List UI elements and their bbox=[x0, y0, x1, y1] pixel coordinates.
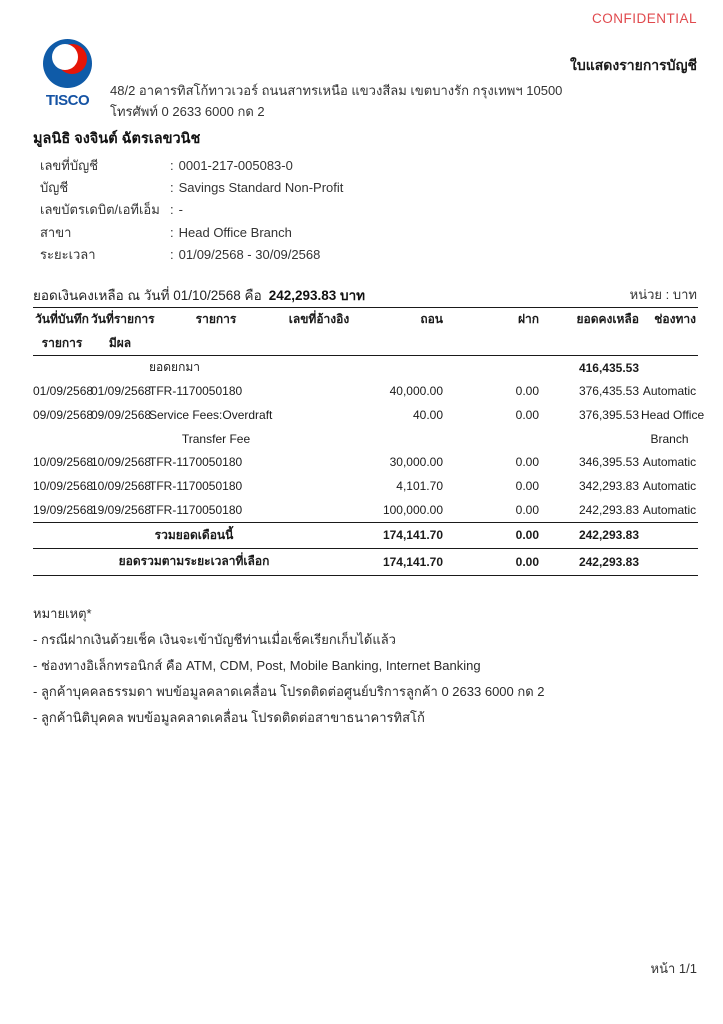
balance-summary-line bbox=[33, 284, 365, 306]
unit-label: หน่วย : บาท bbox=[629, 287, 697, 302]
separator: : bbox=[170, 202, 174, 218]
col-deposit-header: ฝาก bbox=[517, 312, 539, 327]
monthly-total-withdrawal: 174,141.70 bbox=[382, 528, 443, 543]
period-total-withdrawal: 174,141.70 bbox=[382, 554, 443, 569]
branch-row bbox=[40, 221, 343, 243]
account-details bbox=[40, 154, 343, 266]
col-description-header: รายการ bbox=[195, 312, 237, 327]
table-row-opening-balance bbox=[33, 356, 698, 380]
account-type-row bbox=[40, 176, 343, 198]
col-effective-date-header: วันที่รายการ bbox=[91, 312, 155, 327]
channel-line2: Branch bbox=[650, 431, 689, 446]
tisco-logo-wordmark: TISCO bbox=[45, 92, 90, 109]
customer-name: มูลนิธิ จงจินต์ ฉัตรเลขวนิช bbox=[33, 131, 201, 147]
table-bottom-rule bbox=[33, 575, 698, 576]
branch-value: Head Office Branch bbox=[178, 224, 292, 240]
tisco-logo-icon bbox=[43, 39, 92, 88]
separator: : bbox=[170, 224, 174, 240]
col-effective-date-header-line2: มีผล bbox=[108, 335, 132, 350]
notes-section bbox=[33, 601, 545, 731]
logo-white-hole bbox=[52, 44, 78, 70]
period-total-balance: 242,293.83 bbox=[578, 554, 639, 569]
col-balance-header: ยอดคงเหลือ bbox=[576, 312, 639, 327]
card-number-row bbox=[40, 199, 343, 221]
tisco-logo bbox=[43, 39, 92, 109]
monthly-total-label: รวมยอดเดือนนี้ bbox=[154, 527, 234, 542]
table-row: 19/09/2568 19/09/2568 TFR-1170050180 100,000.00 0.00 242,293.83 Automatic bbox=[33, 502, 697, 517]
account-type-value: Savings Standard Non-Profit bbox=[178, 180, 344, 196]
table-row: 09/09/2568 09/09/2568 Service Fees:Overdraft 40.00 0.00 376,395.53 Head Office bbox=[33, 408, 705, 422]
field-label: เลขบัตรเดบิต/เอทีเอ็ม bbox=[40, 202, 160, 218]
col-withdrawal-header: ถอน bbox=[420, 312, 443, 327]
document-title: ใบแสดงรายการบัญชี bbox=[570, 57, 697, 73]
period-total-row bbox=[33, 549, 698, 575]
col-record-date-header: วันที่บันทึก bbox=[35, 312, 89, 327]
separator: : bbox=[170, 180, 174, 196]
table-row: 10/09/2568 10/09/2568 TFR-1170050180 4,101.70 0.00 342,293.83 Automatic bbox=[33, 479, 697, 494]
col-record-date-header-line2: รายการ bbox=[41, 335, 83, 350]
monthly-total-balance: 242,293.83 bbox=[578, 528, 639, 543]
field-label: บัญชี bbox=[40, 180, 69, 196]
period-total-label: ยอดรวมตามระยะเวลาที่เลือก bbox=[118, 554, 270, 569]
balance-summary-amount: 242,293.83 บาท bbox=[268, 288, 366, 303]
col-channel-header: ช่องทาง bbox=[654, 312, 696, 327]
note-item: - ลูกค้าบุคคลธรรมดา พบข้อมูลคลาดเคลื่อน โปรดติดต่อศูนย์บริการลูกค้า 0 2633 6000 กด 2 bbox=[33, 684, 545, 699]
opening-balance-amount: 416,435.53 bbox=[578, 360, 639, 375]
bank-phone: โทรศัพท์ 0 2633 6000 กด 2 bbox=[110, 104, 265, 119]
field-label: เลขที่บัญชี bbox=[40, 157, 99, 173]
field-label: สาขา bbox=[40, 224, 72, 240]
account-number-value: 0001-217-005083-0 bbox=[178, 157, 293, 173]
note-item: - กรณีฝากเงินด้วยเช็ค เงินจะเข้าบัญชีท่านเมื่อเช็คเรียกเก็บได้แล้ว bbox=[33, 632, 396, 647]
card-number-value: - bbox=[178, 202, 183, 218]
account-number-row bbox=[40, 154, 343, 176]
balance-summary-prefix: ยอดเงินคงเหลือ ณ วันที่ 01/10/2568 คือ bbox=[33, 288, 262, 303]
period-value: 01/09/2568 - 30/09/2568 bbox=[178, 247, 321, 263]
period-row bbox=[40, 244, 343, 266]
table-header-row-2 bbox=[33, 331, 698, 354]
separator: : bbox=[170, 157, 174, 173]
note-item: - ลูกค้านิติบุคคล พบข้อมูลคลาดเคลื่อน โปรดติดต่อสาขาธนาคารทิสโก้ bbox=[33, 710, 425, 725]
description-line2: Transfer Fee bbox=[181, 431, 251, 446]
monthly-total-row bbox=[33, 523, 698, 549]
field-label: ระยะเวลา bbox=[40, 247, 96, 263]
period-total-deposit: 0.00 bbox=[515, 554, 539, 569]
separator: : bbox=[170, 247, 174, 263]
table-row: 10/09/2568 10/09/2568 TFR-1170050180 30,000.00 0.00 346,395.53 Automatic bbox=[33, 455, 697, 470]
table-row: 01/09/2568 01/09/2568 TFR-1170050180 40,000.00 0.00 376,435.53 Automatic bbox=[33, 384, 697, 399]
transactions-table bbox=[33, 307, 705, 576]
confidential-watermark: CONFIDENTIAL bbox=[591, 11, 697, 26]
page-number: หน้า 1/1 bbox=[650, 961, 697, 976]
note-item: - ช่องทางอิเล็กทรอนิกส์ คือ ATM, CDM, Post, Mobile Banking, Internet Banking bbox=[33, 658, 481, 673]
bank-address: 48/2 อาคารทิสโก้ทาวเวอร์ ถนนสาทรเหนือ แขวงสีลม เขตบางรัก กรุงเทพฯ 10500 bbox=[110, 83, 563, 98]
monthly-total-deposit: 0.00 bbox=[515, 528, 539, 543]
table-header-row-1 bbox=[33, 308, 698, 331]
col-reference-header: เลขที่อ้างอิง bbox=[288, 312, 350, 327]
table-row-continuation bbox=[33, 427, 698, 451]
opening-balance-label: ยอดยกมา bbox=[149, 360, 200, 375]
notes-title: หมายเหตุ* bbox=[33, 606, 92, 621]
